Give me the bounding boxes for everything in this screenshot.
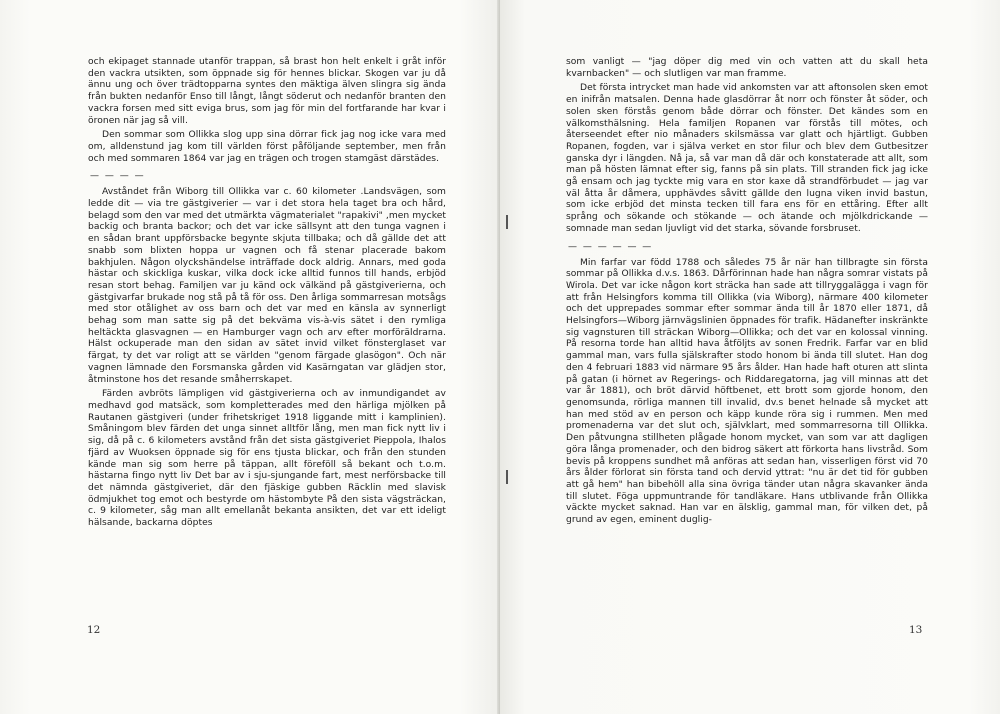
- page-number: 12: [87, 624, 101, 636]
- section-divider: — — — — — —: [568, 241, 653, 252]
- paragraph: som vanligt — "jag döper dig med vin och vatten att du skall heta kvarnbacken" — och slutligen var man framme.: [566, 57, 928, 79]
- paragraph: Avståndet från Wiborg till Ollikka var c. 60 kilometer .Landsvägen, som ledde dit — via tre gästgiverier — var i det stora hela taget bra och hård, belagd som den var med det utmärkta vägmaterialet "rapakivi" ,men mycket backig och branta backor; och det var icke sällsynt att den tunga vagnen i en sådan brant uppförsbacke begynte skjuta tillbaka; och då gällde det att snabb som blixten hoppa ur vagnen och få stenar placerade bakom bakhjulen. Någon olyckshändelse inträffade dock aldrig. Annars, med goda hästar och skickliga kuskar, vilka dock icke alltid funnos till hands, erbjöd resan stort behag. Familjen var ju känd ock välkänd på gästgiverierna, och gästgivarfar brukade nog stå på tå för oss. Den årliga sommarresan motsågs med stor otålighet av oss barn och det var med en känsla av synnerligt behag som man satte sig på det bekväma vis-à-vis sätet i den rymliga heltäckta glasvagnen — en Hamburger vagn och arv efter morföräldrarna. Hälst ockuperade man den sidan av sätet invid vilket fönsterglaset var färgat, ty det var roligt att se världen "genom färgade glasögon". Och när vagnen lämnade den Forsmanska gården vid Kasärngatan var glädjen stor, åtminstone hos det resande småherrskapet.: [88, 187, 446, 385]
- paragraph: Färden avbröts lämpligen vid gästgiverierna och av inmundigandet av medhavd god matsäck, som kompletterades med den härliga mjölken på Rautanen gästgiveri (under frihetskriget 1918 liggande mitt i kamplinien). Småningom blev färden det unga sinnet alltför lång, men man fick nytt liv i sig, då på c. 6 kilometers avstånd från det sista gästgiveriet Pieppola, Ihalos fjärd av Wuoksen öppnade sig för ens tjusta blickar, och från den stunden kände man sig som herre på täppan, allt föreföll så bekant och t.o.m. hästarna fingo nytt liv Det bar av i sju-sjungande fart, mest nerförsbacke till det nämnda gästgiveriet, där den fjäskige gubben Räcklin med slavisk ödmjukhet tog emot och bestyrde om hästombyte På den sista vägsträckan, c. 9 kilometer, såg man allt emellanåt bekanta ansikten, det var ett ideligt hälsande, backarna döptes: [88, 389, 446, 529]
- paragraph: Det första intrycket man hade vid ankomsten var att aftonsolen sken emot en inifrån matsalen. Denna hade glasdörrar åt norr och fönster åt söder, och solen sken förstås genom både dörrar och fönster. Det kändes som en välkomsthälsning. Hela familjen Ropanen var förstås till mötes, och återseendet efter nio månaders skilsmässa var glatt och hjärtligt. Gubben Ropanen, fogden, var i själva verket en stor filur och blev dem Gutbesitzer ganska dyr i längden. Nå ja, så var man då där och konstaterade att allt, som man på hösten lämnat efter sig, fanns på sin plats. Till stranden fick jag icke gå ensam och jag tyckte mig vara en stor kaxe då strandförbudet — jag var väl åtta år dåmera, upphävdes såvitt gällde den lugna viken invid bastun, som icke erbjöd det minsta tecken till fara ens för en ettåring. Efter allt språng och sökande och stökande — och ätande och mjölkdrickande — somnade man sedan ljuvligt vid det starka, sövande forsbruset.: [566, 83, 928, 234]
- binding-staple-mark: [506, 470, 508, 484]
- right-page-text: [566, 57, 928, 527]
- paragraph: Min farfar var född 1788 och således 75 år när han tillbragte sin första sommar på Ollikka d.v.s. 1863. Dårförinnan hade han några somrar vistats på Wirola. Det var icke någon kort sträcka han sade att tillryggalägga i vagn för att från Helsingfors komma till Ollikka (via Wiborg), närmare 400 kilometer och det upprepades sommar efter sommar ända till år 1870 eller 1871, då Helsingfors—Wiborg järnvägslinien öppnades för trafik. Hädanefter inskränkte sig vagnsturen till sträckan Wiborg—Ollikka; och det var en kolossal vinning. På resorna torde han alltid hava åtföljts av sonen Fredrik. Farfar var en blid gammal man, vars fulla själskrafter stodo honom bi ända till slutet. Han dog den 4 februari 1883 vid närmare 95 års ålder. Han hade haft oturen att slinta på gatan (i hörnet av Regerings- och Riddaregatorna, jag vill minnas att det var år 1881), och bröt därvid höftbenet, ett brott som gjorde honom, den genomsunda, rörliga mannen till invalid, dv.s benet helnade så mycket att han med stöd av en person och käpp kunde röra sig i rummen. Men med promenaderna var det slut och, självklart, med sommarresorna till Ollikka. Den påtvungna stillheten plågade honom mycket, van som var att dagligen göra långa promenader, och den bidrog säkert att förkorta hans livstråd. Som bevis på kroppens sundhet må anföras att sedan han, visserligen först vid 70 års ålder förlorat sin första tand och dervid yttrat: "nu är det tid för gubben att gå hem" han bibehöll alla sina övriga tänder utan några skavanker ända till slutet. Föga uppmuntrande för tandläkare. Hans utblivande från Ollikka väckte mycket saknad. Han var en älsklig, gammal man, för vilken det, på grund av egen, eminent duglig-: [566, 257, 928, 526]
- left-page-text: [88, 57, 446, 530]
- section-divider: — — — —: [90, 171, 146, 182]
- page-number: 13: [909, 624, 923, 636]
- right-page: [500, 0, 1000, 714]
- binding-staple-mark: [506, 215, 508, 229]
- paragraph: Den sommar som Ollikka slog upp sina dörrar fick jag nog icke vara med om, alldenstund jag kom till världen först påföljande september, men från och med sommaren 1864 var jag en trägen och trogen stamgäst därstädes.: [88, 130, 446, 164]
- paragraph: och ekipaget stannade utanför trappan, så brast hon helt enkelt i gråt inför den vackra utsikten, som öppnade sig för hennes blickar. Skogen var ju då ännu ung och över trädtopparna syntes den mäktiga älven slingra sig ända från bukten nedanför Enso till långt, långt söderut och nedanför branten den vackra forsen med sitt eviga brus, som jag för min del fortfarande har kvar i öronen när jag så vill.: [88, 57, 446, 126]
